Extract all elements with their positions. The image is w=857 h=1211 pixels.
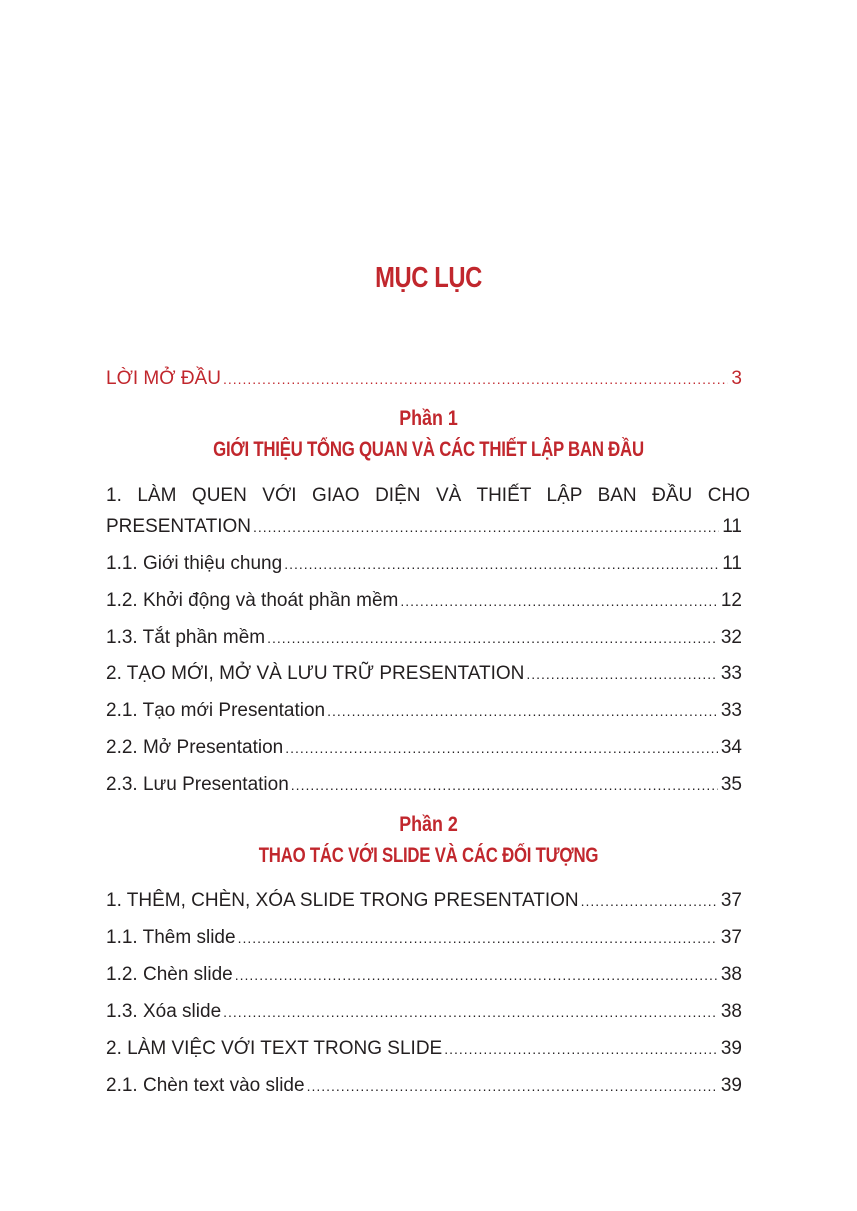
toc-entry-label: 1.2. Khởi động và thoát phần mềm	[106, 590, 399, 611]
toc-entry[interactable]	[106, 963, 742, 987]
toc-entry-label: 1.3. Tắt phần mềm	[106, 627, 266, 648]
dot-leader	[235, 963, 718, 987]
part-2-title: THAO TÁC VỚI SLIDE VÀ CÁC ĐỐI TƯỢNG	[258, 844, 599, 867]
dot-leader	[307, 1074, 718, 1098]
toc-entry[interactable]	[106, 926, 742, 950]
toc-entry-label: LỜI MỞ ĐẦU	[106, 368, 221, 389]
dot-leader	[238, 926, 718, 950]
toc-entry[interactable]	[106, 662, 742, 686]
toc-entry[interactable]	[106, 736, 742, 760]
toc-entry[interactable]	[106, 626, 742, 650]
toc-entry-page: 12	[720, 590, 742, 611]
toc-entry[interactable]	[106, 589, 742, 613]
toc-entry-page: 11	[722, 516, 742, 537]
dot-leader	[327, 699, 718, 723]
part-2-label: Phần 2	[399, 813, 458, 836]
dot-leader	[400, 589, 717, 613]
dot-leader	[285, 736, 718, 760]
toc-entry[interactable]	[106, 699, 742, 723]
toc-entry-label: 2.2. Mở Presentation	[106, 737, 284, 758]
toc-entry-label: 2. LÀM VIỆC VỚI TEXT TRONG SLIDE	[106, 1038, 443, 1059]
dot-leader	[444, 1037, 718, 1061]
toc-entry-page: 39	[720, 1038, 742, 1059]
dot-leader	[223, 1000, 718, 1024]
dot-leader	[526, 662, 718, 686]
page-title: MỤC LỤC	[375, 262, 482, 294]
dot-leader	[267, 626, 718, 650]
toc-entry[interactable]	[106, 1037, 742, 1061]
toc-entry-page: 35	[720, 774, 742, 795]
toc-entry-label: 1.1. Thêm slide	[106, 927, 236, 948]
dot-leader	[291, 773, 718, 797]
toc-entry-label: 1.3. Xóa slide	[106, 1001, 222, 1022]
toc-entry-page: 37	[720, 927, 742, 948]
toc-entry-page: 33	[720, 700, 742, 721]
toc-entry[interactable]	[106, 552, 742, 576]
dot-leader	[581, 889, 718, 913]
toc-entry[interactable]	[106, 1000, 742, 1024]
toc-entry[interactable]	[106, 889, 742, 913]
toc-entry-label: PRESENTATION	[106, 516, 251, 537]
toc-entry-label: 1.1. Giới thiệu chung	[106, 553, 283, 574]
toc-entry-label: 1.2. Chèn slide	[106, 964, 233, 985]
toc-entry-page: 33	[720, 663, 742, 684]
toc-entry-heading-line[interactable]: 1. LÀM QUEN VỚI GIAO DIỆN VÀ THIẾT LẬP BAN ĐẦU CHO	[106, 485, 750, 506]
toc-entry-page: 38	[720, 964, 742, 985]
dot-leader	[284, 552, 719, 576]
toc-entry-page: 11	[722, 553, 742, 574]
toc-entry-page: 37	[720, 890, 742, 911]
toc-entry-page: 34	[720, 737, 742, 758]
toc-entry-intro[interactable]	[106, 367, 742, 391]
part-1-label: Phần 1	[399, 407, 458, 430]
toc-entry-label: 2. TẠO MỚI, MỞ VÀ LƯU TRỮ PRESENTATION	[106, 663, 525, 684]
toc-entry-page: 39	[720, 1075, 742, 1096]
toc-entry[interactable]	[106, 773, 742, 797]
part-1-title: GIỚI THIỆU TỔNG QUAN VÀ CÁC THIẾT LẬP BAN ĐẦU	[213, 438, 644, 461]
toc-entry-page: 38	[720, 1001, 742, 1022]
toc-entry-label: 1. THÊM, CHÈN, XÓA SLIDE TRONG PRESENTATION	[106, 890, 579, 911]
dot-leader	[253, 515, 719, 539]
toc-entry-page: 3	[731, 368, 742, 389]
toc-entry[interactable]	[106, 515, 742, 539]
toc-entry-page: 32	[720, 627, 742, 648]
toc-entry-label: 2.1. Tạo mới Presentation	[106, 700, 326, 721]
toc-entry[interactable]	[106, 1074, 742, 1098]
toc-entry-label: 2.1. Chèn text vào slide	[106, 1075, 305, 1096]
dot-leader	[223, 367, 728, 391]
toc-entry-label: 2.3. Lưu Presentation	[106, 774, 289, 795]
